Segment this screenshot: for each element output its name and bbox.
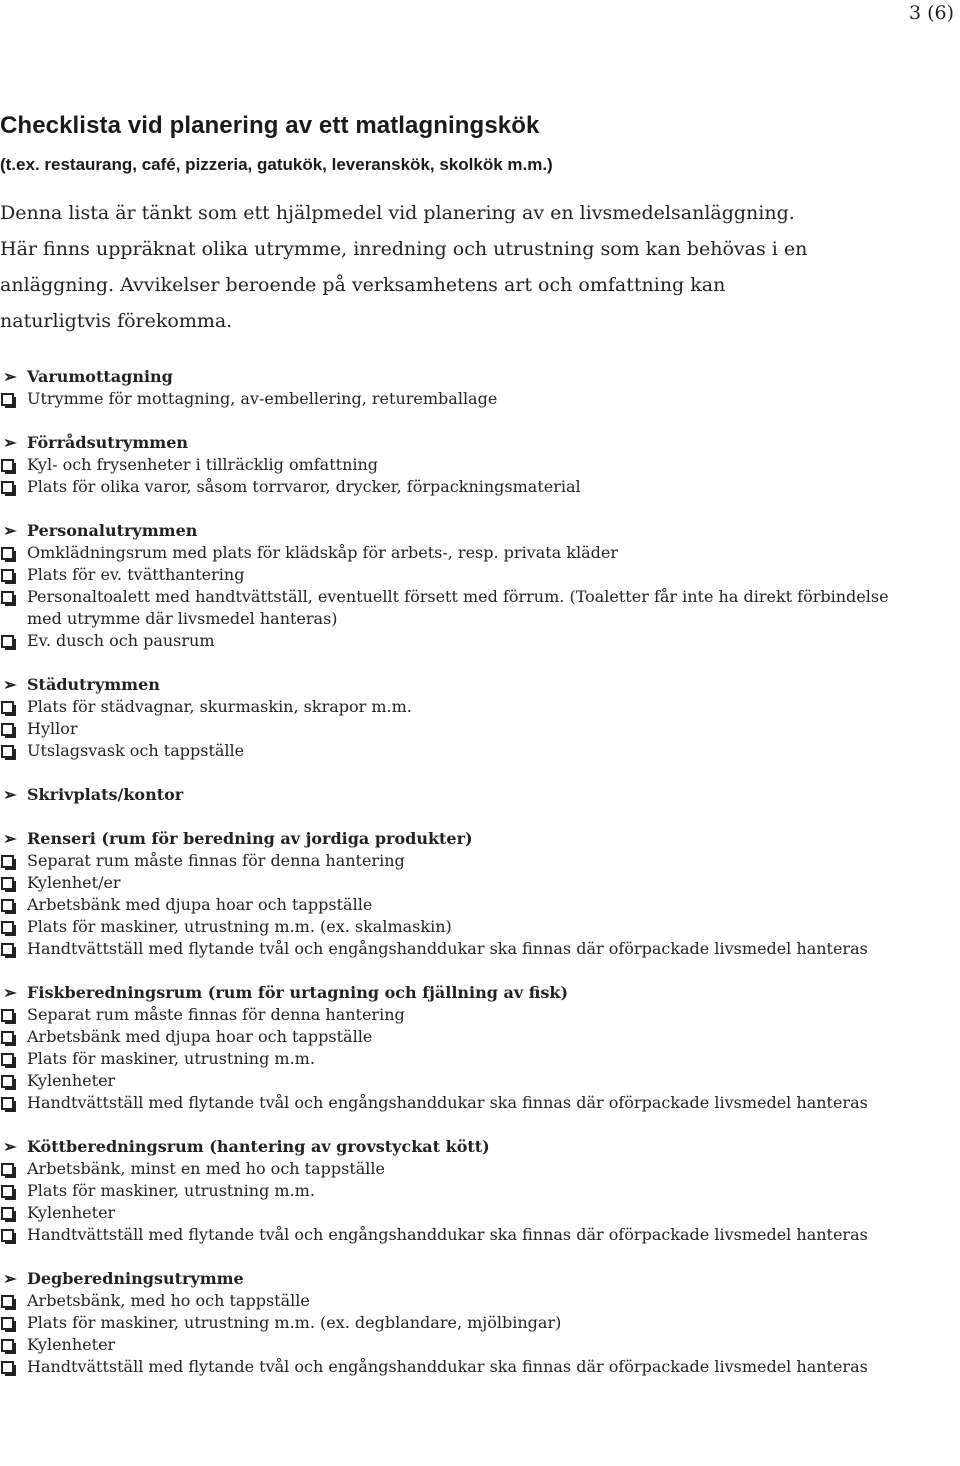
section-heading-label: Personalutrymmen [27,521,198,540]
section-heading [0,366,900,388]
checklist-item [0,894,900,916]
checklist-item [0,630,900,652]
document-title: Checklista vid planering av ett matlagningskök [0,112,540,139]
checkbox-icon[interactable] [1,1053,14,1066]
arrow-bullet-icon: ➢ [3,785,17,804]
checklist-item-label: Plats för ev. tvätthantering [27,565,245,584]
section-heading [0,432,900,454]
document-subtitle: (t.ex. restaurang, café, pizzeria, gatukök, leveranskök, skolkök m.m.) [0,155,553,174]
checkbox-icon[interactable] [1,481,14,494]
section-heading-label: Degberedningsutrymme [27,1269,244,1288]
checkbox-icon[interactable] [1,1075,14,1088]
checklist-item-label: Kylenheter [27,1335,116,1354]
checklist-item [0,564,900,586]
arrow-bullet-icon: ➢ [3,521,17,540]
checklist-item-label: Plats för maskiner, utrustning m.m. [27,1049,315,1068]
checkbox-icon[interactable] [1,569,14,582]
section-heading [0,674,900,696]
checkbox-icon[interactable] [1,1317,14,1330]
checklist-item [0,938,900,960]
checklist-item-label: Kylenheter [27,1071,116,1090]
checkbox-icon[interactable] [1,1097,14,1110]
checklist [0,366,900,1400]
arrow-bullet-icon: ➢ [3,675,17,694]
checklist-item [0,1026,900,1048]
section-heading [0,520,900,542]
checklist-item [0,1048,900,1070]
checkbox-icon[interactable] [1,393,14,406]
checklist-item [0,1290,900,1312]
checkbox-icon[interactable] [1,547,14,560]
arrow-bullet-icon: ➢ [3,983,17,1002]
checklist-item [0,740,900,762]
checkbox-icon[interactable] [1,855,14,868]
checkbox-icon[interactable] [1,921,14,934]
checklist-item-label: Handtvättställ med flytande tvål och engångshanddukar ska finnas där oförpackade livsmedel hanteras [27,1357,868,1376]
checklist-item [0,872,900,894]
checklist-item-label: Ev. dusch och pausrum [27,631,215,650]
checklist-item-label: Arbetsbänk, med ho och tappställe [27,1291,310,1310]
section-heading-label: Skrivplats/kontor [27,785,184,804]
checklist-item [0,1070,900,1092]
page-number: 3 (6) [908,2,954,24]
arrow-bullet-icon: ➢ [3,829,17,848]
checklist-section [0,784,900,806]
checklist-section [0,366,900,410]
arrow-bullet-icon: ➢ [3,1137,17,1156]
checklist-item-label: Kylenhet/er [27,873,121,892]
checklist-item [0,1092,900,1114]
checkbox-icon[interactable] [1,1295,14,1308]
checklist-item [0,696,900,718]
checkbox-icon[interactable] [1,877,14,890]
checklist-item [0,1180,900,1202]
checkbox-icon[interactable] [1,943,14,956]
checklist-item [0,1356,900,1378]
checklist-item [0,388,900,410]
checklist-section [0,828,900,960]
checklist-item [0,586,900,630]
checkbox-icon[interactable] [1,745,14,758]
checklist-section [0,982,900,1114]
checklist-item-label: Hyllor [27,719,78,738]
checkbox-icon[interactable] [1,591,14,604]
section-heading [0,1268,900,1290]
checklist-item [0,542,900,564]
section-heading [0,982,900,1004]
checkbox-icon[interactable] [1,701,14,714]
checklist-item-label: Handtvättställ med flytande tvål och engångshanddukar ska finnas där oförpackade livsmedel hanteras [27,939,868,958]
checklist-item [0,1004,900,1026]
checklist-item [0,718,900,740]
checklist-item-label: Plats för maskiner, utrustning m.m. [27,1181,315,1200]
arrow-bullet-icon: ➢ [3,367,17,386]
checklist-item [0,476,900,498]
checklist-item [0,454,900,476]
arrow-bullet-icon: ➢ [3,433,17,452]
checklist-item-label: Kyl- och frysenheter i tillräcklig omfattning [27,455,379,474]
checklist-item [0,1158,900,1180]
checklist-item-label: Arbetsbänk med djupa hoar och tappställe [27,895,373,914]
checklist-item-label: Arbetsbänk, minst en med ho och tappställe [27,1159,385,1178]
checklist-item-label: Utrymme för mottagning, av-embellering, returemballage [27,389,498,408]
checklist-item [0,850,900,872]
section-heading [0,1136,900,1158]
checklist-section [0,674,900,762]
section-heading [0,784,900,806]
checklist-item [0,1202,900,1224]
checkbox-icon[interactable] [1,1229,14,1242]
checklist-item-label: Plats för städvagnar, skurmaskin, skrapor m.m. [27,697,412,716]
checklist-section [0,1136,900,1246]
checkbox-icon[interactable] [1,723,14,736]
checklist-section [0,432,900,498]
checklist-item-label: Plats för maskiner, utrustning m.m. (ex. skalmaskin) [27,917,452,936]
checkbox-icon[interactable] [1,899,14,912]
checklist-item-label: Handtvättställ med flytande tvål och engångshanddukar ska finnas där oförpackade livsmedel hanteras [27,1093,868,1112]
checkbox-icon[interactable] [1,459,14,472]
checkbox-icon[interactable] [1,1163,14,1176]
checkbox-icon[interactable] [1,1207,14,1220]
section-heading-label: Fiskberedningsrum (rum för urtagning och fjällning av fisk) [27,983,569,1002]
checklist-item-label: Plats för maskiner, utrustning m.m. (ex. degblandare, mjölbingar) [27,1313,562,1332]
checklist-section [0,520,900,652]
checkbox-icon[interactable] [1,1339,14,1352]
checklist-item [0,916,900,938]
checklist-item-label: Omklädningsrum med plats för klädskåp för arbets-, resp. privata kläder [27,543,619,562]
intro-paragraph: Denna lista är tänkt som ett hjälpmedel vid planering av en livsmedelsanläggning. Här finns uppräknat olika utrymme, inredning och utrustning som kan behövas i en anläggning. Avvikelser beroende på verksamhetens art och omfattning kan naturligtvis förekomma. [0,202,808,332]
checklist-item-label: Plats för olika varor, såsom torrvaror, drycker, förpackningsmaterial [27,477,581,496]
checkbox-icon[interactable] [1,1009,14,1022]
section-heading-label: Varumottagning [27,367,173,386]
checklist-item [0,1334,900,1356]
checklist-item [0,1224,900,1246]
checklist-section [0,1268,900,1378]
arrow-bullet-icon: ➢ [3,1269,17,1288]
checklist-item-label: Handtvättställ med flytande tvål och engångshanddukar ska finnas där oförpackade livsmedel hanteras [27,1225,868,1244]
checklist-item-label: Separat rum måste finnas för denna hantering [27,851,405,870]
checklist-item [0,1312,900,1334]
checklist-item-label: Utslagsvask och tappställe [27,741,245,760]
checkbox-icon[interactable] [1,1185,14,1198]
section-heading [0,828,900,850]
section-heading-label: Städutrymmen [27,675,160,694]
checklist-item-label: Separat rum måste finnas för denna hantering [27,1005,405,1024]
section-heading-label: Förrådsutrymmen [27,433,188,452]
section-heading-label: Köttberedningsrum (hantering av grovstyckat kött) [27,1137,490,1156]
checkbox-icon[interactable] [1,635,14,648]
checklist-item-label: Personaltoalett med handtvättställ, eventuellt försett med förrum. (Toaletter får inte ha direkt förbindelse med utrymme där livsmedel hanteras) [27,587,889,628]
checklist-item-label: Kylenheter [27,1203,116,1222]
checkbox-icon[interactable] [1,1361,14,1374]
section-heading-label: Renseri (rum för beredning av jordiga produkter) [27,829,473,848]
checklist-item-label: Arbetsbänk med djupa hoar och tappställe [27,1027,373,1046]
checkbox-icon[interactable] [1,1031,14,1044]
